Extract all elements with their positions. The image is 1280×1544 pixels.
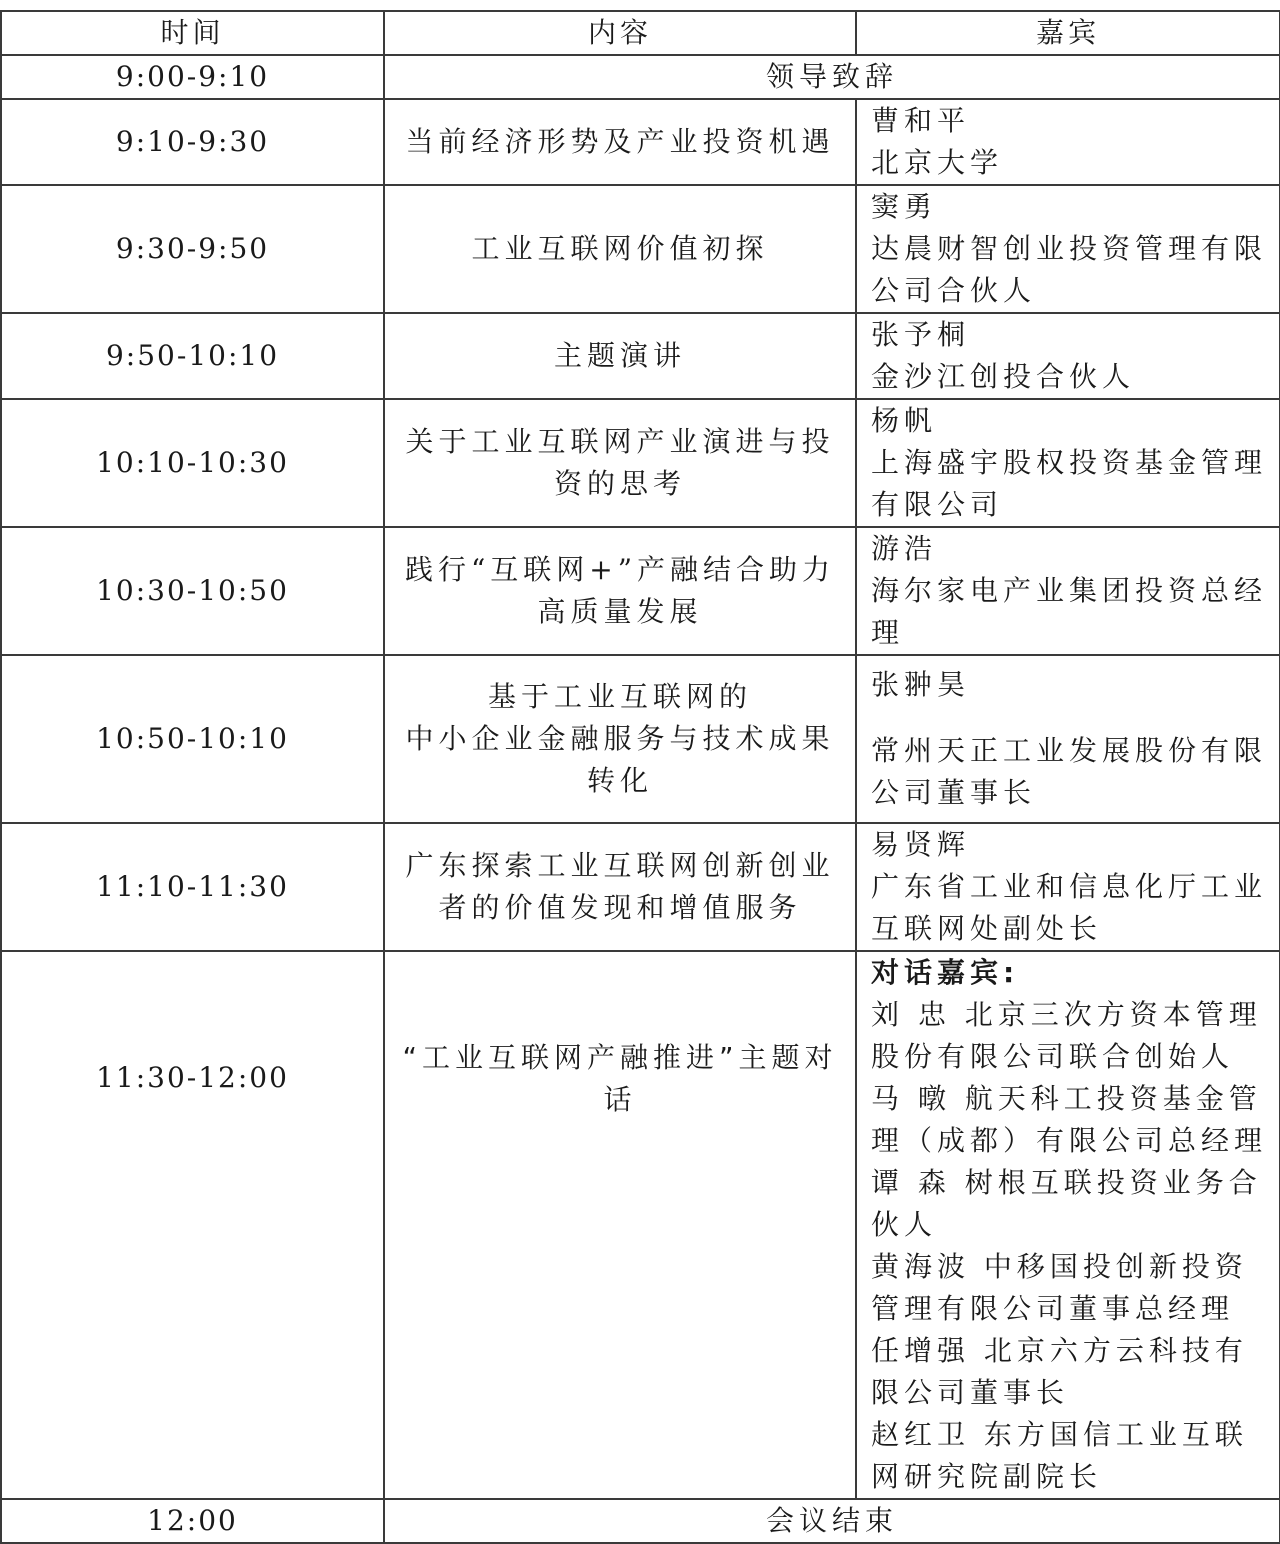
- guest-cell: [856, 655, 1280, 823]
- table-row: [1, 185, 1280, 313]
- table-row: [1, 823, 1280, 951]
- guest-cell: [856, 527, 1280, 655]
- content-cell: 践行“互联网+”产融结合助力高质量发展: [384, 527, 856, 655]
- guest-name: 张翀昊: [871, 668, 971, 701]
- time-cell: 9:10-9:30: [1, 99, 384, 185]
- guest-cell: [856, 823, 1280, 951]
- guest-cell: [856, 99, 1280, 185]
- time-cell: 12:00: [1, 1499, 384, 1543]
- panel-guest: 谭 森 树根互联投资业务合伙人: [871, 1166, 1262, 1241]
- content-cell: 关于工业互联网产业演进与投资的思考: [384, 399, 856, 527]
- guest-name: 杨帆: [871, 404, 938, 437]
- guest-org: 常州天正工业发展股份有限公司董事长: [871, 734, 1268, 809]
- time-cell: 9:30-9:50: [1, 185, 384, 313]
- header-time: 时间: [1, 11, 384, 55]
- guest-cell: [856, 951, 1280, 1499]
- table-row: [1, 99, 1280, 185]
- table-row: [1, 399, 1280, 527]
- guest-org: 广东省工业和信息化厅工业互联网处副处长: [871, 870, 1268, 945]
- guest-name: 易贤辉: [871, 828, 971, 861]
- guest-cell: [856, 399, 1280, 527]
- table-row: [1, 527, 1280, 655]
- table-row: [1, 951, 1280, 1499]
- panel-guest: 任增强 北京六方云科技有限公司董事长: [871, 1334, 1248, 1409]
- guest-org: 北京大学: [871, 146, 1004, 179]
- header-content: 内容: [384, 11, 856, 55]
- content-cell: 主题演讲: [384, 313, 856, 399]
- header-row: [1, 11, 1280, 55]
- table-row: [1, 1499, 1280, 1543]
- guest-org: 达晨财智创业投资管理有限公司合伙人: [871, 232, 1268, 307]
- guest-name: 游浩: [871, 532, 938, 565]
- content-cell: 领导致辞: [384, 55, 1280, 99]
- content-cell: 广东探索工业互联网创新创业者的价值发现和增值服务: [384, 823, 856, 951]
- guest-org: 上海盛宇股权投资基金管理有限公司: [871, 446, 1268, 521]
- guest-name: 窦勇: [871, 190, 938, 223]
- time-cell: 11:10-11:30: [1, 823, 384, 951]
- guest-cell: [856, 185, 1280, 313]
- time-cell: 10:50-10:10: [1, 655, 384, 823]
- agenda-table: [0, 10, 1280, 1544]
- time-cell: 9:50-10:10: [1, 313, 384, 399]
- table-row: [1, 313, 1280, 399]
- time-cell: 11:30-12:00: [1, 951, 384, 1499]
- guest-cell: [856, 313, 1280, 399]
- time-cell: 9:00-9:10: [1, 55, 384, 99]
- guest-org: 海尔家电产业集团投资总经理: [871, 574, 1268, 649]
- panel-guest: 马 暾 航天科工投资基金管理（成都）有限公司总经理: [871, 1082, 1268, 1157]
- guest-org: 金沙江创投合伙人: [871, 360, 1136, 393]
- panel-guest: 刘 忠 北京三次方资本管理股份有限公司联合创始人: [871, 998, 1262, 1073]
- panel-guest: 黄海波 中移国投创新投资管理有限公司董事总经理: [871, 1250, 1248, 1325]
- table-row: [1, 655, 1280, 823]
- panel-heading: 对话嘉宾:: [871, 956, 1020, 989]
- time-cell: 10:10-10:30: [1, 399, 384, 527]
- content-cell: [384, 655, 856, 823]
- time-cell: 10:30-10:50: [1, 527, 384, 655]
- content-line: 基于工业互联网的: [487, 680, 752, 713]
- content-cell: 会议结束: [384, 1499, 1280, 1543]
- panel-guest: 赵红卫 东方国信工业互联网研究院副院长: [871, 1418, 1248, 1493]
- guest-name: 张予桐: [871, 318, 971, 351]
- header-guest: 嘉宾: [856, 11, 1280, 55]
- content-cell: 工业互联网价值初探: [384, 185, 856, 313]
- table-row: [1, 55, 1280, 99]
- guest-name: 曹和平: [871, 104, 971, 137]
- content-cell: “工业互联网产融推进”主题对话: [384, 951, 856, 1499]
- content-cell: 当前经济形势及产业投资机遇: [384, 99, 856, 185]
- content-line: 中小企业金融服务与技术成果转化: [405, 722, 835, 797]
